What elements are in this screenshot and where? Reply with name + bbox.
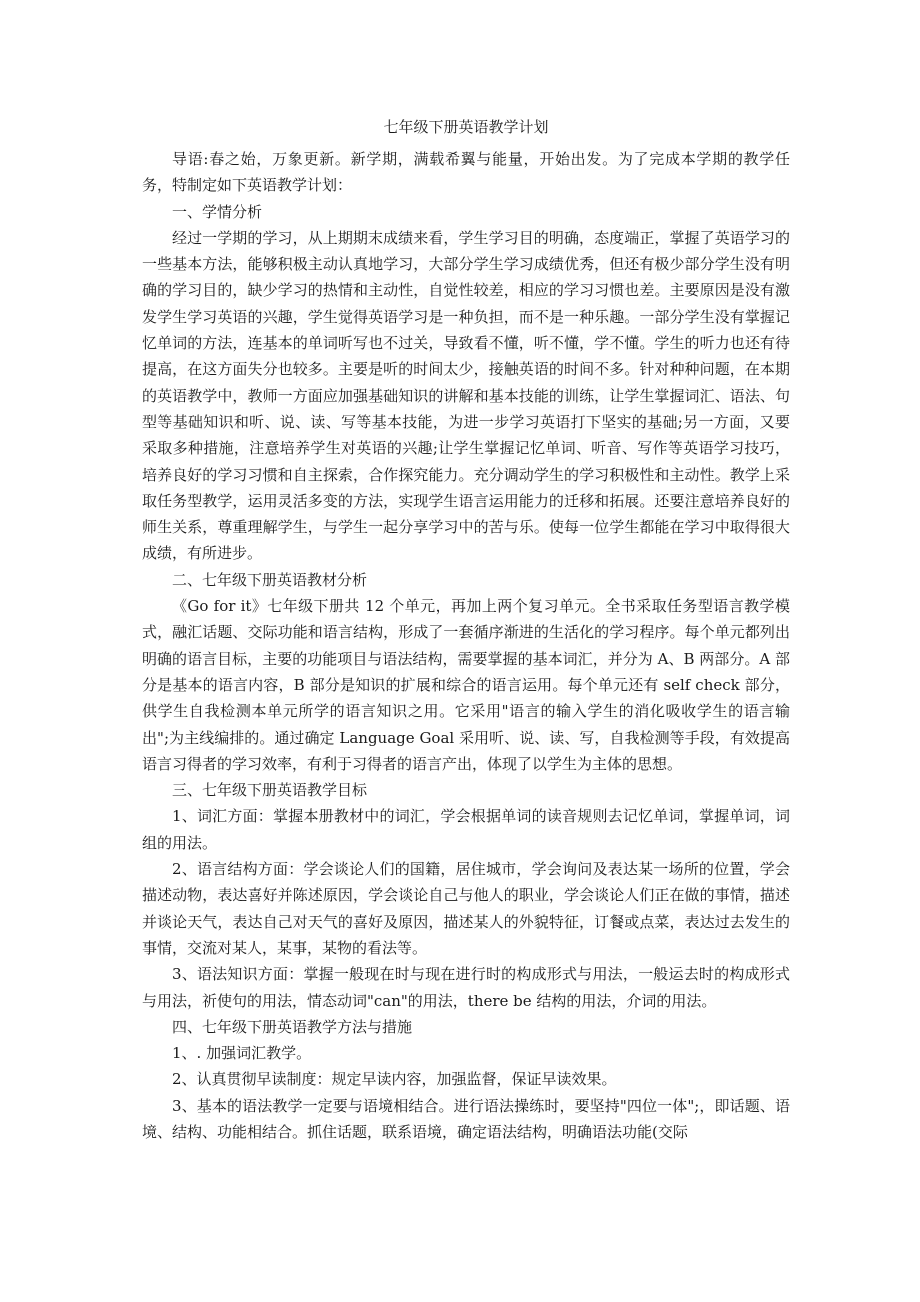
list-item: 3、基本的语法教学一定要与语境相结合。进行语法操练时，要坚持"四位一体";，即话题、语境、结构、功能相结合。抓住话题，联系语境，确定语法结构，明确语法功能(交际 (142, 1096, 790, 1141)
body-paragraph: 《Go for it》七年级下册共 12 个单元，再加上两个复习单元。全书采取任务型语言教学模式，融汇话题、交际功能和语言结构，形成了一套循序渐进的生活化的学习程序。每个单元都列出明确的语言目标，主要的功能项目与语法结构，需要掌握的基本词汇，并分为 A、B 两部分。A 部分是基本的语言内容，B 部分是知识的扩展和综合的语言运用。每个单元还有 self check 部分，供学生自我检测本单元所学的语言知识之用。它采用"语言的输入学生的消化吸收学生的语言输出";为主线编排的。通过确定 Language Goal 采用听、说、读、写，自我检测等手段，有效提高语言习得者的学习效率，有利于习得者的语言产出，体现了以学生为主体的思想。 (142, 597, 790, 773)
section-heading: 三、七年级下册英语教学目标 (172, 781, 368, 800)
list-item: 1、词汇方面：掌握本册教材中的词汇，学会根据单词的读音规则去记忆单词，掌握单词，词组的用法。 (142, 807, 790, 852)
body-paragraph: 经过一学期的学习，从上期期末成绩来看，学生学习目的明确，态度端正，掌握了英语学习的一些基本方法，能够积极主动认真地学习，大部分学生学习成绩优秀，但还有极少部分学生没有明确的学习目的，缺少学习的热情和主动性，自觉性较差，相应的学习习惯也差。主要原因是没有激发学生学习英语的兴趣，学生觉得英语学习是一种负担，而不是一种乐趣。一部分学生没有掌握记忆单词的方法，连基本的单词听写也不过关，导致看不懂，听不懂，学不懂。学生的听力也还有待提高，在这方面失分也较多。主要是听的时间太少，接触英语的时间不多。针对种种问题，在本期的英语教学中，教师一方面应加强基础知识的讲解和基本技能的训练，让学生掌握词汇、语法、句型等基础知识和听、说、读、写等基本技能，为进一步学习英语打下坚实的基础;另一方面，又要采取多种措施，注意培养学生对英语的兴趣;让学生掌握记忆单词、听音、写作等英语学习技巧，培养良好的学习习惯和自主探索，合作探究能力。充分调动学生的学习积极性和主动性。教学上采取任务型教学，运用灵活多变的方法，实现学生语言运用能力的迁移和拓展。还要注意培养良好的师生关系，尊重理解学生，与学生一起分享学习中的苦与乐。使每一位学生都能在学习中取得很大成绩，有所进步。 (142, 228, 790, 563)
document-title: 七年级下册英语教学计划 (383, 118, 549, 136)
section-heading: 四、七年级下册英语教学方法与措施 (172, 1017, 413, 1036)
intro-paragraph: 导语:春之始，万象更新。新学期，满载希翼与能量，开始出发。为了完成本学期的教学任务，特制定如下英语教学计划： (142, 150, 790, 195)
list-item: 2、语言结构方面：学会谈论人们的国籍，居住城市，学会询问及表达某一场所的位置，学会描述动物，表达喜好并陈述原因，学会谈论自己与他人的职业，学会谈论人们正在做的事情，描述并谈论天气，表达自己对天气的喜好及原因，描述某人的外貌特征，订餐或点菜，表达过去发生的事情，交流对某人，某事，某物的看法等。 (142, 860, 790, 957)
list-item: 1、. 加强词汇教学。 (172, 1044, 312, 1063)
list-item: 2、认真贯彻早读制度：规定早读内容，加强监督，保证早读效果。 (172, 1070, 617, 1089)
document-page (142, 112, 790, 1145)
section-heading: 一、学情分析 (172, 202, 263, 221)
section-heading: 二、七年级下册英语教材分析 (172, 570, 368, 589)
list-item: 3、语法知识方面：掌握一般现在时与现在进行时的构成形式与用法，一般运去时的构成形式与用法，祈使句的用法，情态动词"can"的用法，there be 结构的用法，介词的用法。 (142, 965, 790, 1010)
